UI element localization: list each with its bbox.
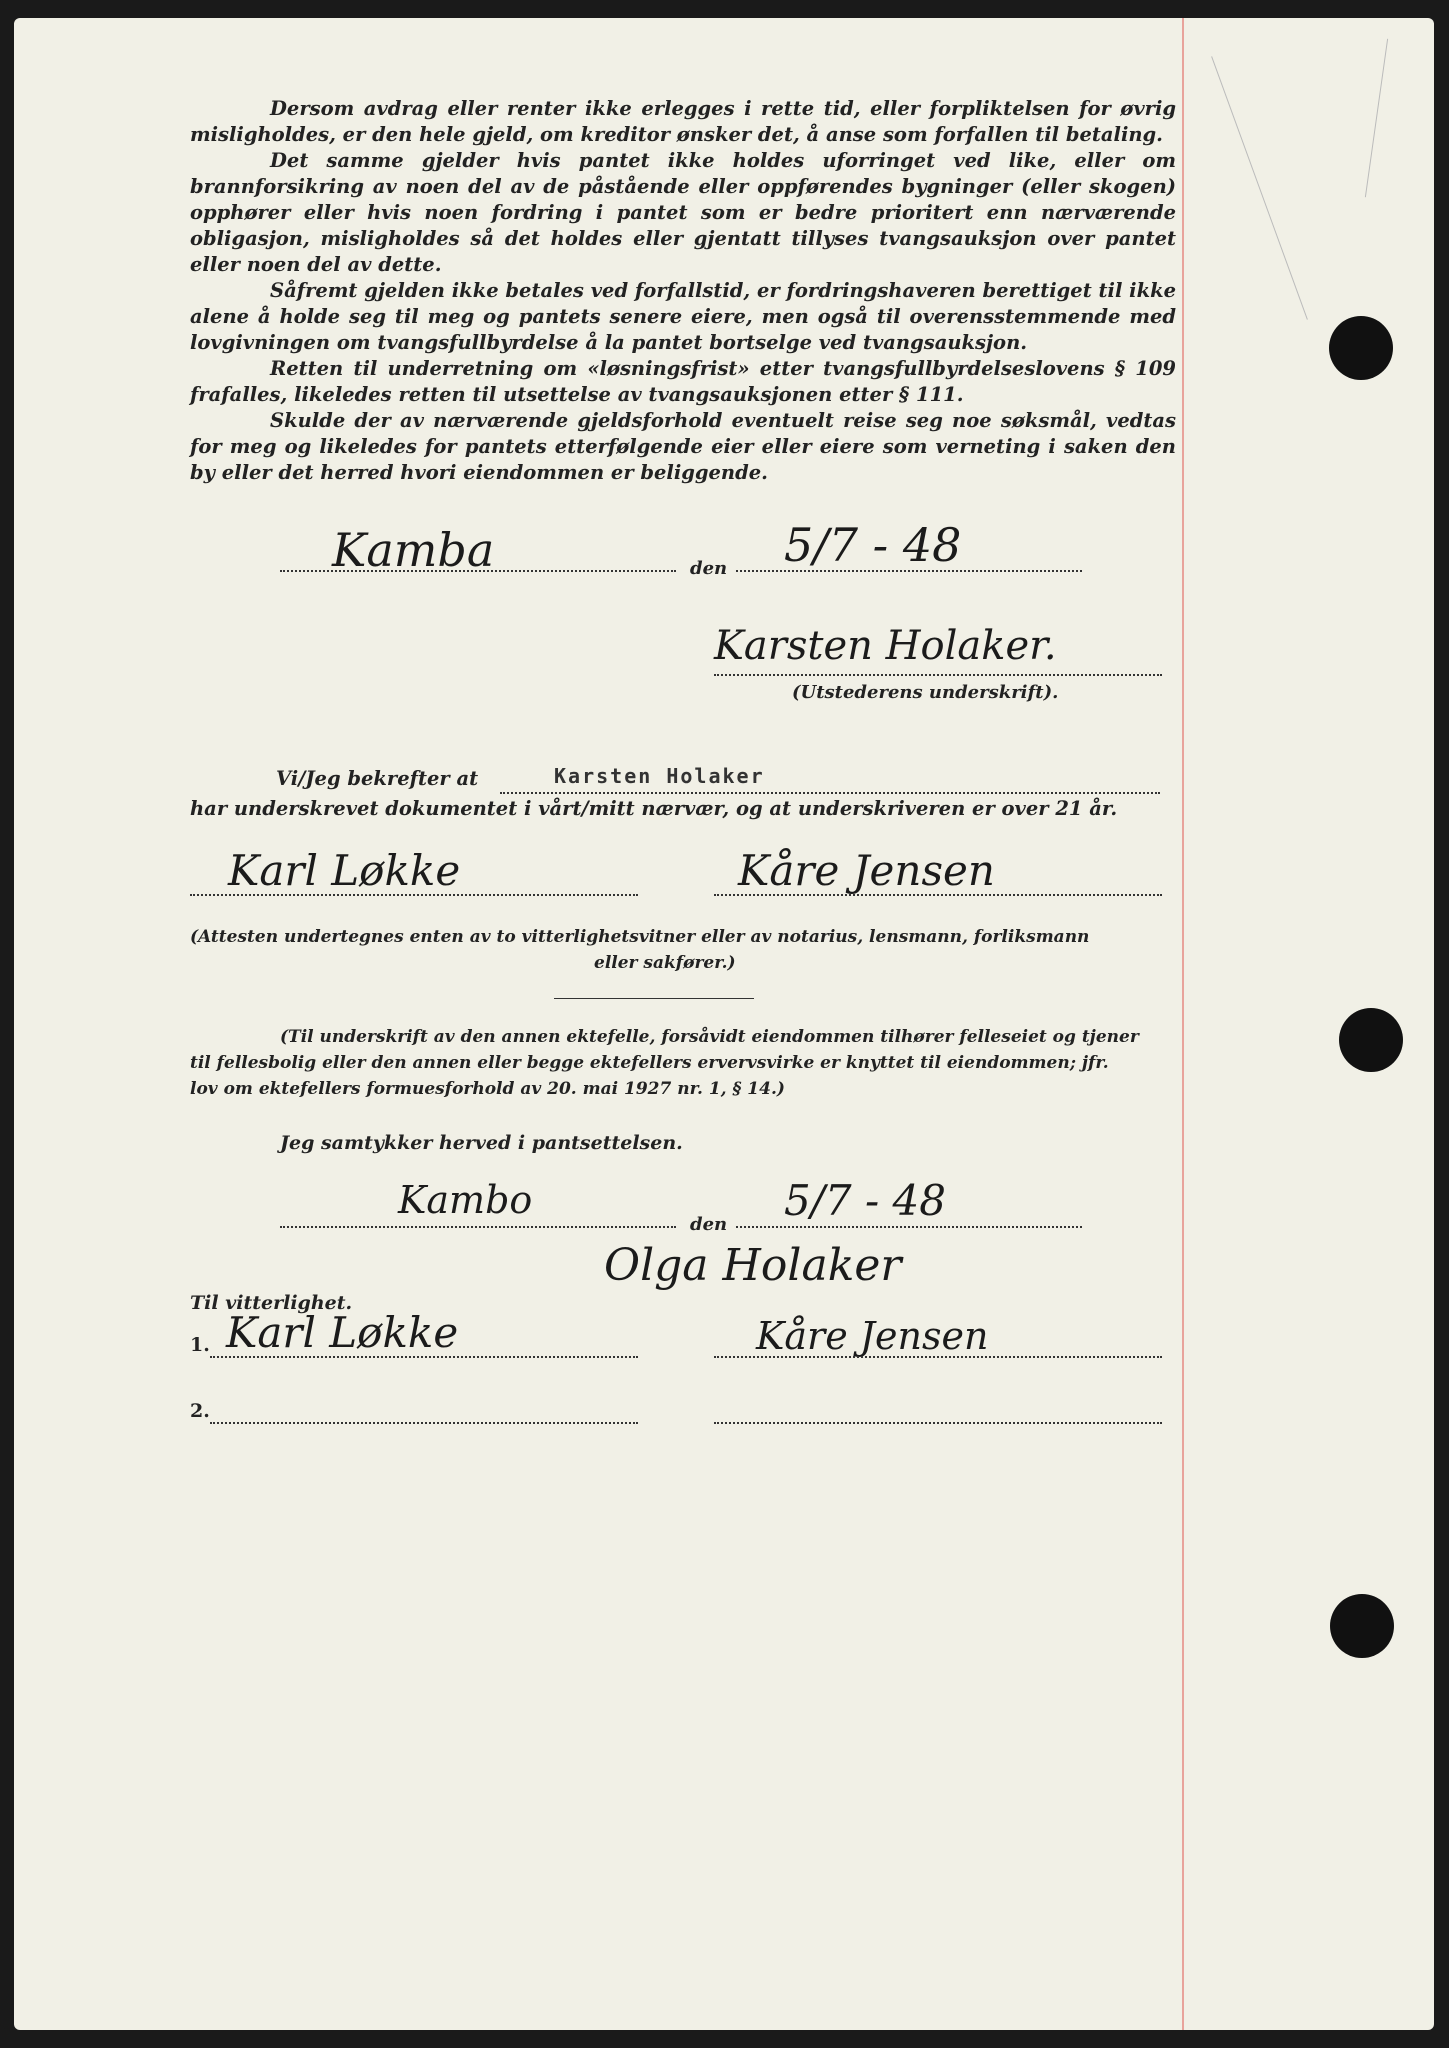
witness-number-2: 2. — [190, 1400, 210, 1422]
terms-paragraph: Såfremt gjelden ikke betales ved forfallstid, er fordringshaveren berettiget til ikke alene å holde seg til meg og pantets senere eiere, men også til overensstemmende med lovgivningen om tvangsfullbyrdelse å la pantet bortselge ved tvangsauksjon. — [190, 279, 1176, 354]
second-witness2-dotline — [714, 1356, 1162, 1358]
signing-date: 5/7 - 48 — [784, 518, 962, 572]
terms-paragraph: Dersom avdrag eller renter ikke erlegges i rette tid, eller forpliktelsen for øvrig misligholdes, er den hele gjeld, om kreditor ønsker det, å anse som forfallen til betaling. — [190, 97, 1176, 146]
attestation-note: (Attesten undertegnes enten av to vitterlighetsvitner eller av notarius, lensmann, forliksmann — [190, 927, 1090, 947]
spouse-note: til fellesbolig eller den annen eller begge ektefellers ervervsvirke er knyttet til eiendommen; jfr. — [190, 1053, 1109, 1073]
issuer-caption: (Utstederens underskrift). — [792, 682, 1059, 703]
witness1-signature: Karl Løkke — [228, 846, 461, 895]
scratch-mark — [1211, 56, 1308, 319]
punch-hole-middle — [1339, 1008, 1403, 1072]
terms-text — [190, 96, 1176, 486]
date-dotline — [736, 570, 1082, 572]
spouse-note: lov om ektefellers formuesforhold av 20. mai 1927 nr. 1, § 14.) — [190, 1079, 785, 1099]
second-signing-place: Kambo — [398, 1178, 533, 1222]
terms-paragraph: Retten til underretning om «løsningsfrist» etter tvangsfullbyrdelseslovens § 109 frafalles, likeledes retten til utsettelse av tvangsauksjonen etter § 111. — [190, 357, 1176, 406]
issuer-signature: Karsten Holaker. — [714, 623, 1057, 669]
place-dotline — [280, 570, 676, 572]
second-signing-date: 5/7 - 48 — [784, 1176, 946, 1225]
document-page — [14, 18, 1434, 2030]
signing-place: Kamba — [332, 523, 495, 577]
witness2-dotline — [714, 894, 1162, 896]
consent-text: Jeg samtykker herved i pantsettelsen. — [280, 1132, 683, 1154]
second-den-label: den — [690, 1214, 728, 1235]
til-vitterlighet-label: Til vitterlighet. — [190, 1292, 353, 1314]
second-place-dotline — [280, 1226, 676, 1228]
punch-hole-top — [1329, 316, 1393, 380]
second-witness1-signature: Karl Løkke — [226, 1308, 459, 1357]
attested-name: Karsten Holaker — [554, 764, 765, 788]
witness3-dotline — [210, 1422, 638, 1424]
witness1-dotline — [190, 894, 638, 896]
section-divider — [554, 998, 754, 999]
issuer-dotline — [714, 674, 1162, 676]
attestation-line2: har underskrevet dokumentet i vårt/mitt nærvær, og at underskriveren er over 21 år. — [190, 797, 1118, 820]
attestation-note: eller sakfører.) — [594, 953, 736, 973]
spouse-note: (Til underskrift av den annen ektefelle, forsåvidt eiendommen tilhører felleseiet og tjener — [280, 1027, 1139, 1047]
terms-paragraph: Det samme gjelder hvis pantet ikke holdes uforringet ved like, eller om brannforsikring av noen del av de påstående eller oppførendes bygninger (eller skogen) opphører eller hvis noen fordring i pantet som er bedre prioritert enn nærværende obligasjon, misligholdes så det holdes eller gjentatt tillyses tvangsauksjon over pantet eller noen del av dette. — [190, 149, 1176, 276]
second-witness1-dotline — [210, 1356, 638, 1358]
spouse-signature: Olga Holaker — [604, 1240, 902, 1291]
second-date-dotline — [736, 1226, 1082, 1228]
terms-paragraph: Skulde der av nærværende gjeldsforhold eventuelt reise seg noe søksmål, vedtas for meg og likeledes for pantets etterfølgende eier eller eiere som verneting i saken den by eller det herred hvori eiendommen er beliggende. — [190, 409, 1176, 484]
den-label: den — [690, 558, 728, 579]
attestation-prefix: Vi/Jeg bekrefter at — [276, 767, 479, 790]
punch-hole-bottom — [1330, 1594, 1394, 1658]
witness-number-1: 1. — [190, 1334, 210, 1356]
attestation-dotline — [500, 792, 1160, 794]
margin-line — [1182, 18, 1184, 2030]
witness2-signature: Kåre Jensen — [738, 846, 995, 895]
scratch-mark — [1365, 39, 1388, 198]
second-witness2-signature: Kåre Jensen — [756, 1314, 989, 1358]
witness4-dotline — [714, 1422, 1162, 1424]
